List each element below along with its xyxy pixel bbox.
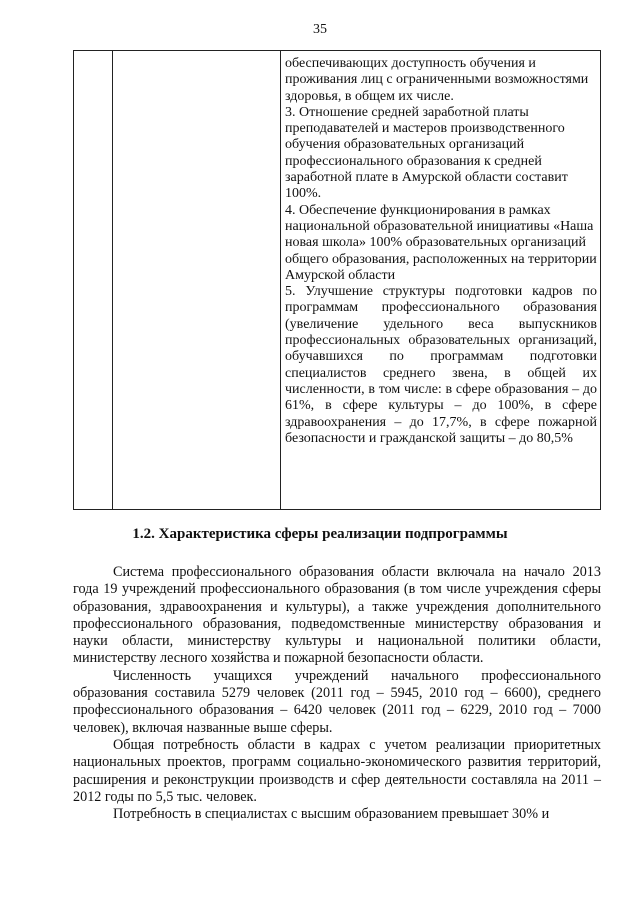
table-column-divider [280, 51, 281, 509]
body-paragraph: Общая потребность области в кадрах с учетом реализации приоритетных национальных проектов, программ социально-экономического развития территорий, расширения и реконструкции производств и сфер деятельности составляла на 2011 – 2012 годы по 5,5 тыс. человек. [73, 736, 601, 805]
body-text [73, 564, 601, 823]
program-table [73, 50, 601, 510]
table-cell-targets [285, 56, 597, 447]
body-paragraph: Численность учащихся учреждений начального профессионального образования составила 5279 человек (2011 год – 5945, 2010 год – 6600), среднего профессионального образования – 6420 человек (2011 год – 6229, 2010 год – 7000 человек), включая названные выше сферы. [73, 667, 601, 736]
table-cell-paragraph: 4. Обеспечение функционирования в рамках национальной образовательной инициативы «Наша новая школа» 100% образовательных организаций общего образования, расположенных на территории Амурской области [285, 202, 597, 283]
table-cell-paragraph: 3. Отношение средней заработной платы преподавателей и мастеров производственного обучения образовательных организаций профессионального образования к средней заработной плате в Амурской области составит 100%. [285, 104, 568, 202]
page-number: 35 [313, 22, 327, 37]
body-paragraph: Система профессионального образования области включала на начало 2013 года 19 учреждений профессионального образования (в том числе учреждения сферы образования, здравоохранения и культуры), а также учреждения дополнительного профессионального образования, подведомственные министерству образования и науки области, министерству культуры и национальной политики области, министерству лесного хозяйства и пожарной безопасности области. [73, 564, 601, 667]
table-cell-paragraph: 5. Улучшение структуры подготовки кадров по программам профессионального образования (увеличение удельного веса выпускников профессиональных образовательных организаций, обучавшихся по программам подготовки специалистов среднего звена, в общей их численности, в том числе: в сфере образования – до 61%, в сфере культуры – до 100%, в сфере здравоохранения – до 17,7%, в сфере пожарной безопасности и гражданской защиты – до 80,5% [285, 284, 597, 446]
table-cell-paragraph: обеспечивающих доступность обучения и проживания лиц с ограниченными возможностями здоровья, в общем их числе. [285, 56, 589, 104]
table-column-divider [112, 51, 113, 509]
section-heading: 1.2. Характеристика сферы реализации подпрограммы [132, 526, 508, 542]
body-paragraph: Потребность в специалистах с высшим образованием превышает 30% и [113, 806, 550, 823]
